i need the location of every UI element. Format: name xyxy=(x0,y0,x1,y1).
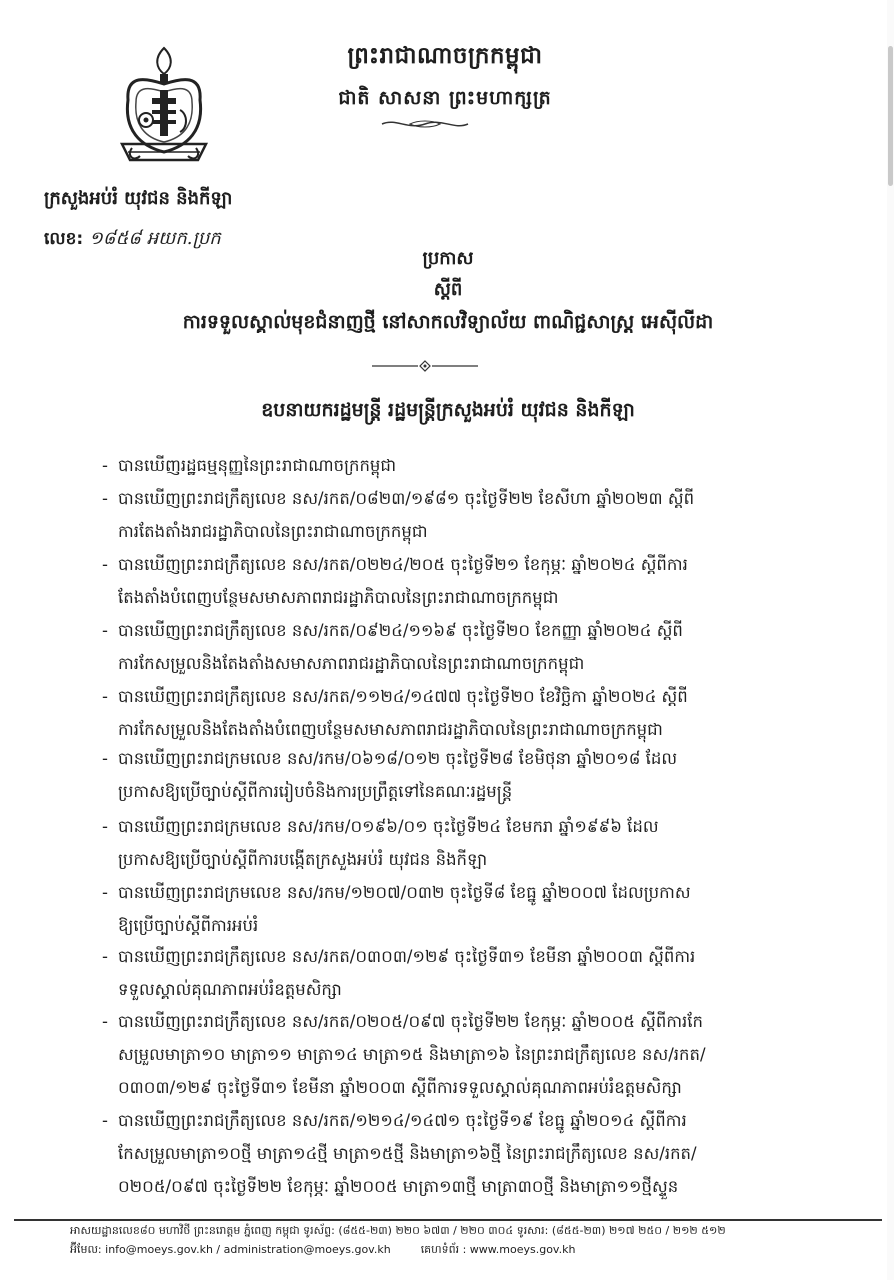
list-item xyxy=(102,614,804,680)
list-item-text: បានឃើញព្រះរាជក្រឹត្យលេខ នស/រកត/០៨២៣/១៩៨១ ចុះថ្ងៃទី២២ ខែសីហា ឆ្នាំ២០២៣ ស្តីពី ការតែងតាំងរាជរដ្ឋាភិបាលនៃព្រះរាជាណាចក្រកម្ពុជា xyxy=(118,489,695,541)
list-item xyxy=(102,940,804,1006)
list-item-text: បានឃើញរដ្ឋធម្មនុញ្ញនៃព្រះរាជាណាចក្រកម្ពុជា xyxy=(118,456,397,475)
bullet: - xyxy=(102,883,108,902)
footer-address: អាសយដ្ឋានលេខ៨០ មហាវិថី ព្រះនរោត្តម ភ្នំពេញ កម្ពុជា ទូរស័ព្ទ: (៨៥៥-២៣) ២២០ ៦៧៣ / ២២០ ៣០៤ ទូរសារ: (៨៥៥-២៣) ២១៧ ២៥០ / ២១២ ៥១២ xyxy=(70,1224,726,1237)
bullet: - xyxy=(102,489,108,508)
ornament-flourish-icon xyxy=(380,116,470,132)
list-item xyxy=(102,1005,804,1104)
list-item-text: បានឃើញព្រះរាជក្រមលេខ នស/រកម/០១៩៦/០១ ចុះថ្ងៃទី២៤ ខែមករា ឆ្នាំ១៩៩៦ ដែល ប្រកាសឱ្យប្រើច្បាប់ស្តីពីការបង្កើតក្រសួងអប់រំ យុវជន និងកីឡា xyxy=(118,817,659,869)
divider-ornament-icon xyxy=(370,360,480,372)
bullet: - xyxy=(102,555,108,574)
document-subject: ការទទួលស្គាល់មុខជំនាញថ្មី នៅសាកលវិទ្យាល័យ ពាណិជ្ជសាស្ត្រ អេស៊ីលីដា xyxy=(182,311,714,333)
national-motto: ជាតិ សាសនា ព្រះមហាក្សត្រ xyxy=(338,87,552,109)
bullet: - xyxy=(102,687,108,706)
royal-seal-emblem xyxy=(116,44,212,166)
document-type: ប្រកាស xyxy=(422,248,474,269)
list-item xyxy=(102,548,804,614)
reference-label: លេខ: xyxy=(44,229,84,249)
list-item-text: បានឃើញព្រះរាជក្រឹត្យលេខ នស/រកត/០៣០៣/១២៩ ចុះថ្ងៃទី៣១ ខែមីនា ឆ្នាំ២០០៣ ស្តីពីការ ទទួលស្គាល់គុណភាពអប់រំឧត្តមសិក្សា xyxy=(118,947,696,999)
footer-email: អ៊ីមែល: info@moeys.gov.kh / administration@moeys.gov.kh xyxy=(70,1243,391,1256)
reference-value-handwritten: ១៨៥៨ អយក.ប្រក xyxy=(89,228,221,249)
list-item-text: បានឃើញព្រះរាជក្រឹត្យលេខ នស/រកត/១១២៤/១៤៧៧ ចុះថ្ងៃទី២០ ខែវិច្ឆិកា ឆ្នាំ២០២៤ ស្តីពី ការកែសម្រួលនិងតែងតាំងបំពេញបន្ថែមសមាសភាពរាជរដ្ឋាភិបាលនៃព្រះរាជាណាចក្រកម្ពុជា xyxy=(118,687,688,739)
list-item-text: បានឃើញព្រះរាជក្រឹត្យលេខ នស/រកត/១២១៤/១៤៧១ ចុះថ្ងៃទី១៩ ខែធ្នូ ឆ្នាំ២០១៤ ស្តីពីការ កែសម្រួលមាត្រា១០ថ្មី មាត្រា១៤ថ្មី មាត្រា១៥ថ្មី និងមាត្រា១៦ថ្មី នៃព្រះរាជក្រឹត្យលេខ នស/រកត/ ០២០៥/០៩៧ ចុះថ្ងៃទី២២ ខែកុម្ភៈ ឆ្នាំ២០០៥ មាត្រា១៣ថ្មី មាត្រា៣០ថ្មី និងមាត្រា១១ថ្មីស្ទួន xyxy=(118,1111,697,1196)
list-item xyxy=(102,1104,804,1203)
bullet: - xyxy=(102,456,108,475)
regarding-label: ស្តីពី xyxy=(433,279,463,300)
list-item-text: បានឃើញព្រះរាជក្រឹត្យលេខ នស/រកត/០២២៤/២០៥ ចុះថ្ងៃទី២១ ខែកុម្ភៈ ឆ្នាំ២០២៤ ស្តីពីការ តែងតាំងបំពេញបន្ថែមសមាសភាពរាជរដ្ឋាភិបាលនៃព្រះរាជាណាចក្រកម្ពុជា xyxy=(118,555,688,607)
list-item-text: បានឃើញព្រះរាជក្រមលេខ នស/រកម/០៦១៨/០១២ ចុះថ្ងៃទី២៨ ខែមិថុនា ឆ្នាំ២០១៨ ដែល ប្រកាសឱ្យប្រើច្បាប់ស្តីពីការរៀបចំនិងការប្រព្រឹត្តទៅនៃគណៈរដ្ឋមន្ត្រី xyxy=(118,749,678,801)
bullet: - xyxy=(102,1012,108,1031)
list-item-text: បានឃើញព្រះរាជក្រឹត្យលេខ នស/រកត/០៩២៤/១១៦៩ ចុះថ្ងៃទី២០ ខែកញ្ញា ឆ្នាំ២០២៤ ស្តីពី ការកែសម្រួលនិងតែងតាំងសមាសភាពរាជរដ្ឋាភិបាលនៃព្រះរាជាណាចក្រកម្ពុជា xyxy=(118,621,683,673)
footer-divider xyxy=(14,1219,882,1221)
signer-title: ឧបនាយករដ្ឋមន្ត្រី រដ្ឋមន្ត្រីក្រសួងអប់រំ យុវជន និងកីឡា xyxy=(261,399,635,421)
footer-website: គេហទំព័រ : www.moeys.gov.kh xyxy=(420,1243,576,1256)
footer-contact xyxy=(70,1243,575,1259)
kingdom-heading: ព្រះរាជាណាចក្រកម្ពុជា xyxy=(347,43,543,69)
bullet: - xyxy=(102,817,108,836)
list-item xyxy=(102,482,804,548)
list-item xyxy=(102,810,804,876)
ministry-name: ក្រសួងអប់រំ យុវជន និងកីឡា xyxy=(44,188,233,209)
list-item xyxy=(102,449,804,482)
bullet: - xyxy=(102,749,108,768)
list-item-text: បានឃើញព្រះរាជក្រមលេខ នស/រកម/១២០៧/០៣២ ចុះថ្ងៃទី៨ ខែធ្នូ ឆ្នាំ២០០៧ ដែលប្រកាស ឱ្យប្រើច្បាប់ស្តីពីការអប់រំ xyxy=(118,883,691,935)
scrollbar-thumb[interactable] xyxy=(888,46,893,186)
scrollbar[interactable] xyxy=(887,0,894,1280)
list-item xyxy=(102,876,804,942)
list-item xyxy=(102,742,804,808)
list-item xyxy=(102,680,804,746)
list-item-text: បានឃើញព្រះរាជក្រឹត្យលេខ នស/រកត/០២០៥/០៩៧ ចុះថ្ងៃទី២២ ខែកុម្ភៈ ឆ្នាំ២០០៥ ស្តីពីការកែ សម្រួលមាត្រា១០ មាត្រា១១ មាត្រា១៤ មាត្រា១៥ និងមាត្រា១៦ នៃព្រះរាជក្រឹត្យលេខ នស/រកត/ ០៣០៣/១២៩ ចុះថ្ងៃទី៣១ ខែមីនា ឆ្នាំ២០០៣ ស្តីពីការទទួលស្គាល់គុណភាពអប់រំឧត្តមសិក្សា xyxy=(118,1012,706,1097)
bullet: - xyxy=(102,621,108,640)
bullet: - xyxy=(102,1111,108,1130)
bullet: - xyxy=(102,947,108,966)
